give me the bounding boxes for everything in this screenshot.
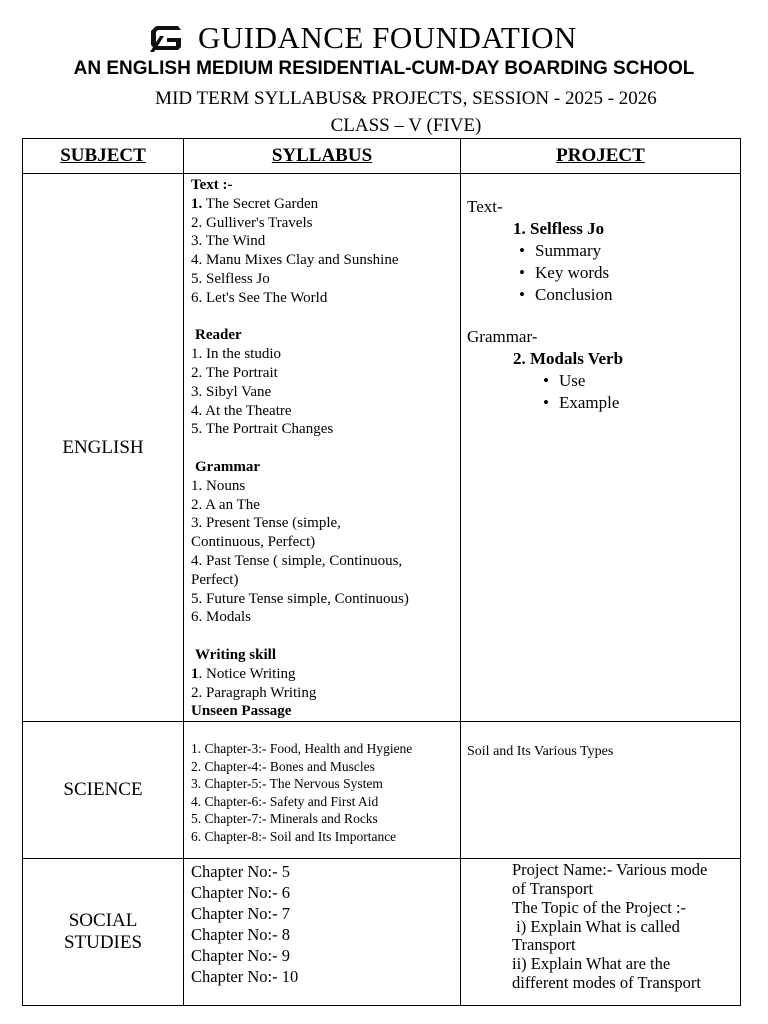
subject-english: ENGLISH <box>23 174 184 722</box>
list-item: 2. Paragraph Writing <box>191 684 317 701</box>
org-name: GUIDANCE FOUNDATION <box>198 20 577 55</box>
list-item: • Use <box>467 370 740 392</box>
writing-heading: Writing skill <box>195 646 276 663</box>
list-item: 6. Modals <box>191 609 251 626</box>
list-item: Continuous, Perfect) <box>191 534 316 551</box>
list-item: 2. Gulliver's Travels <box>191 214 313 231</box>
list-item: 1. Chapter-3:- Food, Health and Hygiene <box>191 741 413 757</box>
list-item: 3. Chapter-5:- The Nervous System <box>191 776 383 792</box>
list-item: 4. Chapter-6:- Safety and First Aid <box>191 793 379 809</box>
list-item: 1. Nouns <box>191 477 246 494</box>
org-title-row <box>148 18 577 58</box>
subject-science: SCIENCE <box>23 722 184 859</box>
list-item: • Example <box>467 392 740 414</box>
list-item: Chapter No:- 7 <box>191 904 290 924</box>
english-row <box>23 174 741 722</box>
list-item: • Key words <box>467 262 740 284</box>
list-item: 1. The Secret Garden <box>191 195 319 212</box>
project-line: different modes of Transport <box>512 972 701 992</box>
list-item: 3. The Wind <box>191 233 266 250</box>
english-project <box>461 174 741 722</box>
social-studies-project <box>461 859 741 1006</box>
science-row <box>23 722 741 859</box>
english-syllabus <box>184 174 461 722</box>
list-item: Chapter No:- 8 <box>191 925 290 945</box>
session-title: MID TERM SYLLABUS& PROJECTS, SESSION - 2025 - 2026 <box>155 88 657 109</box>
project-line: ii) Explain What are the <box>512 954 671 974</box>
project-item-2: 2. Modals Verb <box>513 349 624 368</box>
social-studies-row <box>23 859 741 1006</box>
text-label: Text- <box>467 197 503 216</box>
project-line: i) Explain What is called <box>512 916 680 936</box>
school-type: AN ENGLISH MEDIUM RESIDENTIAL-CUM-DAY BOARDING SCHOOL <box>73 58 695 79</box>
list-item: 4. Past Tense ( simple, Continuous, <box>191 552 403 569</box>
list-item: 1. In the studio <box>191 346 281 363</box>
text-heading: Text :- <box>191 177 233 193</box>
list-item: 5. Future Tense simple, Continuous) <box>191 590 409 607</box>
list-item: 2. The Portrait <box>191 364 278 381</box>
list-item: Chapter No:- 6 <box>191 883 290 903</box>
header-project: PROJECT <box>461 139 741 174</box>
list-item: • Conclusion <box>467 284 740 306</box>
science-syllabus <box>184 722 461 859</box>
class-title: CLASS – V (FIVE) <box>330 115 482 136</box>
unseen-passage: Unseen Passage <box>191 703 292 720</box>
list-item: 4. Manu Mixes Clay and Sunshine <box>191 252 399 269</box>
subject-social-studies: SOCIAL STUDIES <box>23 859 184 1006</box>
list-item: 5. The Portrait Changes <box>191 421 334 438</box>
table-header-row <box>23 139 741 174</box>
grammar-label: Grammar- <box>467 327 538 346</box>
list-item: 5. Chapter-7:- Minerals and Rocks <box>191 811 378 827</box>
list-item: Chapter No:- 9 <box>191 946 290 966</box>
project-line: Project Name:- Various mode <box>512 860 708 880</box>
reader-heading: Reader <box>195 327 242 344</box>
project-item-1: 1. Selfless Jo <box>513 219 605 238</box>
list-item: 4. At the Theatre <box>191 402 292 419</box>
list-item: 2. Chapter-4:- Bones and Muscles <box>191 758 375 774</box>
header-subject: SUBJECT <box>23 139 184 174</box>
list-item: Chapter No:- 10 <box>191 967 299 987</box>
syllabus-table <box>22 138 741 1006</box>
social-studies-syllabus <box>184 859 461 1006</box>
grammar-heading: Grammar <box>195 458 260 475</box>
list-item: 1. Notice Writing <box>191 665 296 682</box>
list-item: 6. Let's See The World <box>191 289 328 306</box>
list-item: • Summary <box>467 240 740 262</box>
list-item: 3. Present Tense (simple, <box>191 515 341 532</box>
list-item: 6. Chapter-8:- Soil and Its Importance <box>191 828 397 844</box>
list-item: 2. A an The <box>191 496 260 513</box>
list-item: 3. Sibyl Vane <box>191 383 272 400</box>
project-line: Transport <box>512 935 576 955</box>
science-project: Soil and Its Various Types <box>461 722 741 859</box>
list-item: 5. Selfless Jo <box>191 270 270 287</box>
list-item: Perfect) <box>191 571 239 588</box>
guidance-foundation-logo <box>148 22 184 54</box>
project-line: of Transport <box>512 878 594 898</box>
list-item: Chapter No:- 5 <box>191 862 290 882</box>
project-line: The Topic of the Project :- <box>512 897 687 917</box>
header-syllabus: SYLLABUS <box>184 139 461 174</box>
